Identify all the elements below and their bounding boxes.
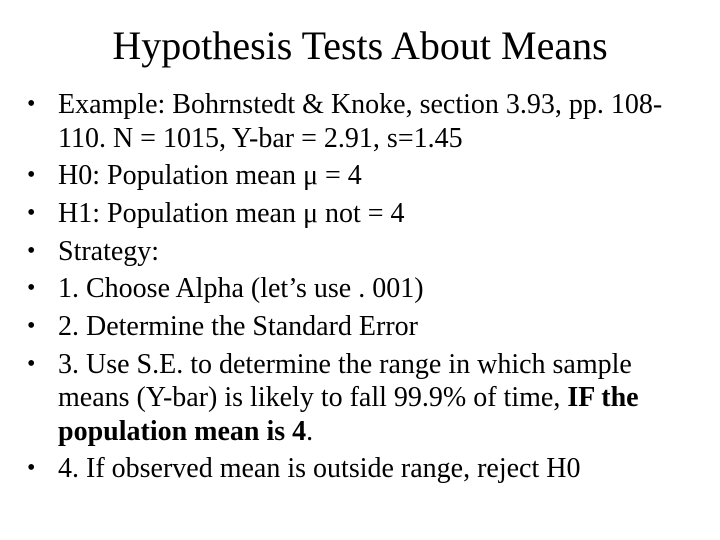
bullet-text-end: .	[306, 415, 314, 447]
bullet-text: Strategy:	[58, 235, 160, 267]
bullet-example	[27, 88, 703, 155]
bullet-text: 3. Use S.E. to determine the range in which sample means (Y-bar) is likely to fall 99.9% of time,	[58, 348, 632, 414]
bullet-step-1	[27, 272, 703, 306]
bullet-icon: •	[27, 199, 36, 226]
bullet-text: H1: Population mean μ not = 4	[58, 197, 405, 229]
bullet-step-4	[27, 452, 703, 486]
bullet-text: 1. Choose Alpha (let’s use . 001)	[58, 273, 424, 305]
bullet-emphasis: IF the population mean is 4	[58, 382, 639, 447]
bullet-icon: •	[27, 275, 36, 302]
bullet-strategy	[27, 235, 703, 269]
bullet-text: Example: Bohrnstedt & Knoke, section 3.93, pp. 108-110. N = 1015, Y-bar = 2.91, s=1.45	[58, 89, 663, 154]
bullet-text: 2. Determine the Standard Error	[58, 310, 418, 342]
bullet-icon: •	[27, 237, 36, 264]
bullet-text: 4. If observed mean is outside range, reject H0	[58, 453, 581, 485]
bullet-icon: •	[27, 162, 36, 189]
bullet-list	[27, 88, 703, 490]
bullet-step-3	[27, 348, 703, 449]
bullet-step-2	[27, 310, 703, 344]
slide-title: Hypothesis Tests About Means	[112, 23, 608, 68]
bullet-icon: •	[27, 91, 36, 117]
bullet-text: H0: Population mean μ = 4	[58, 160, 362, 192]
bullet-icon: •	[27, 350, 36, 377]
bullet-icon: •	[27, 455, 36, 482]
bullet-icon: •	[27, 312, 36, 339]
bullet-h1	[27, 197, 703, 231]
bullet-h0	[27, 159, 703, 193]
